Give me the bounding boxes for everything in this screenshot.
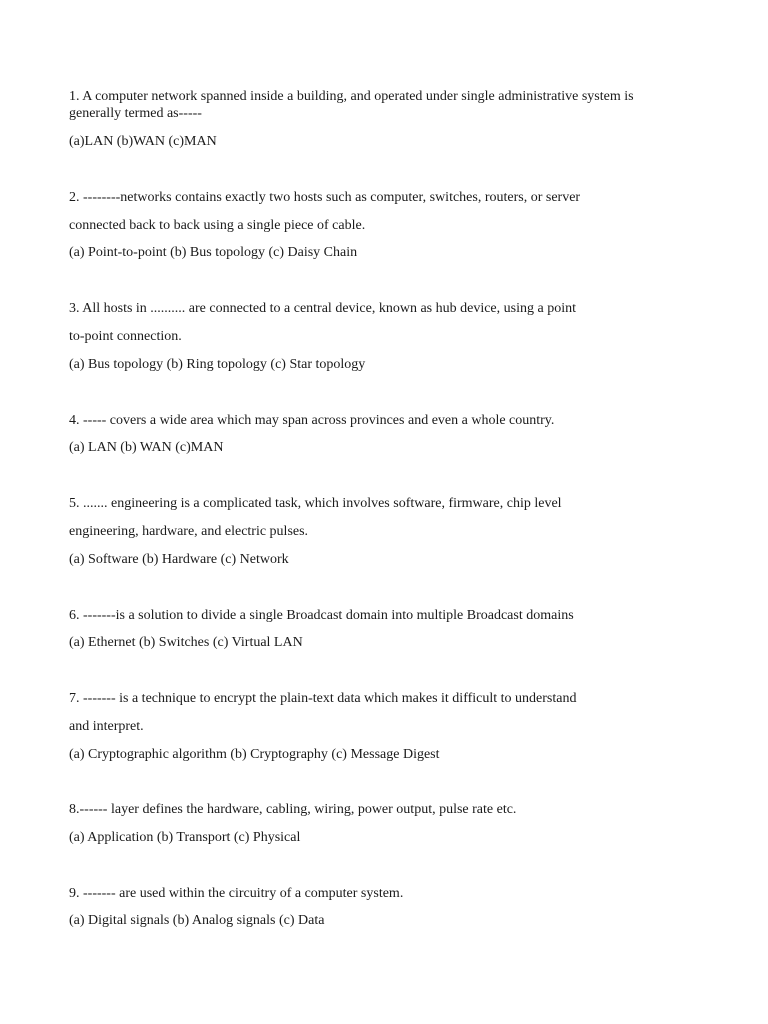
question-5-text-line-1: 5. ....... engineering is a complicated task, which involves software, firmware, chip level: [69, 496, 562, 511]
question-9-text-line-1: 9. ------- are used within the circuitry of a computer system.: [69, 886, 404, 901]
question-9-options: (a) Digital signals (b) Analog signals (c) Data: [69, 913, 325, 928]
question-4-text-line-1: 4. ----- covers a wide area which may span across provinces and even a whole country.: [69, 413, 555, 428]
question-6-options: (a) Ethernet (b) Switches (c) Virtual LAN: [69, 635, 303, 650]
question-3-text-line-2: to-point connection.: [69, 329, 182, 344]
question-6-text-line-1: 6. -------is a solution to divide a single Broadcast domain into multiple Broadcast domains: [69, 608, 574, 623]
question-7-options: (a) Cryptographic algorithm (b) Cryptography (c) Message Digest: [69, 747, 440, 762]
question-4-options: (a) LAN (b) WAN (c)MAN: [69, 440, 224, 455]
question-7-text-line-1: 7. ------- is a technique to encrypt the plain-text data which makes it difficult to understand: [69, 691, 577, 706]
question-3-text-line-1: 3. All hosts in .......... are connected to a central device, known as hub device, using a point: [69, 301, 576, 316]
question-5-text-line-2: engineering, hardware, and electric pulses.: [69, 524, 309, 539]
question-3-options: (a) Bus topology (b) Ring topology (c) Star topology: [69, 357, 366, 372]
question-1-text-line-2: generally termed as-----: [69, 106, 202, 121]
question-1-options: (a)LAN (b)WAN (c)MAN: [69, 134, 217, 149]
question-8-options: (a) Application (b) Transport (c) Physical: [69, 830, 301, 845]
question-5-options: (a) Software (b) Hardware (c) Network: [69, 552, 289, 567]
question-2-text-line-2: connected back to back using a single piece of cable.: [69, 218, 366, 233]
question-7-text-line-2: and interpret.: [69, 719, 144, 734]
question-1-text-line-1: 1. A computer network spanned inside a building, and operated under single administrative system is: [69, 89, 634, 104]
question-8-text-line-1: 8.------ layer defines the hardware, cabling, wiring, power output, pulse rate etc.: [69, 802, 517, 817]
question-2-text-line-1: 2. --------networks contains exactly two hosts such as computer, switches, routers, or server: [69, 190, 581, 205]
question-2-options: (a) Point-to-point (b) Bus topology (c) Daisy Chain: [69, 245, 358, 260]
